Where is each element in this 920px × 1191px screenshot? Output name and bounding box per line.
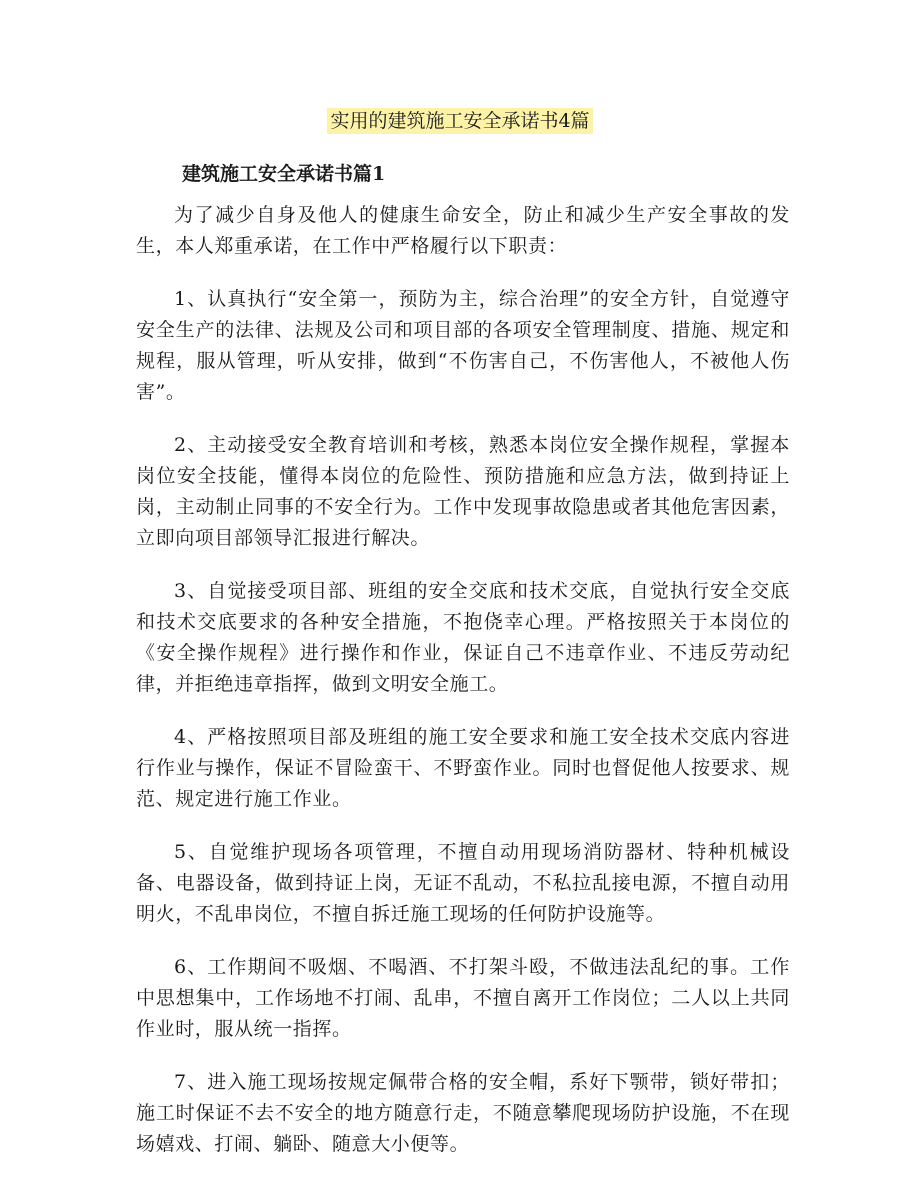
commitment-item-7: 7、进入施工现场按规定佩带合格的安全帽，系好下颚带，锁好带扣；施工时保证不去不安全的地方随意行走，不随意攀爬现场防护设施，不在现场嬉戏、打闹、躺卧、随意大小便等。	[136, 1071, 790, 1155]
commitment-item-2: 2、主动接受安全教育培训和考核，熟悉本岗位安全操作规程，掌握本岗位安全技能，懂得本岗位的危险性、预防措施和应急方法，做到持证上岗，主动制止同事的不安全行为。工作中发现事故隐患或者其他危害因素，立即向项目部领导汇报进行解决。	[136, 434, 790, 549]
document-title-text: 实用的建筑施工安全承诺书4篇	[327, 108, 592, 134]
commitment-item-4: 4、严格按照项目部及班组的施工安全要求和施工安全技术交底内容进行作业与操作，保证不冒险蛮干、不野蛮作业。同时也督促他人按要求、规范、规定进行施工作业。	[136, 726, 790, 810]
document-body	[136, 200, 790, 1182]
section-heading: 建筑施工安全承诺书篇1	[182, 163, 386, 185]
commitment-item-5: 5、自觉维护现场各项管理，不擅自动用现场消防器材、特种机械设备、电器设备，做到持证上岗，无证不乱动，不私拉乱接电源，不擅自动用明火，不乱串岗位，不擅自拆迁施工现场的任何防护设施等。	[136, 841, 790, 925]
commitment-item-3: 3、自觉接受项目部、班组的安全交底和技术交底，自觉执行安全交底和技术交底要求的各种安全措施，不抱侥幸心理。严格按照关于本岗位的《安全操作规程》进行操作和作业，保证自己不违章作业、不违反劳动纪律，并拒绝违章指挥，做到文明安全施工。	[136, 580, 790, 695]
intro-paragraph: 为了减少自身及他人的健康生命安全，防止和减少生产安全事故的发生，本人郑重承诺，在工作中严格履行以下职责：	[136, 204, 790, 257]
document-title	[0, 106, 920, 136]
commitment-item-6: 6、工作期间不吸烟、不喝酒、不打架斗殴，不做违法乱纪的事。工作中思想集中，工作场地不打闹、乱串，不擅自离开工作岗位；二人以上共同作业时，服从统一指挥。	[136, 956, 790, 1040]
commitment-item-1: 1、认真执行“安全第一，预防为主，综合治理”的安全方针，自觉遵守安全生产的法律、法规及公司和项目部的各项安全管理制度、措施、规定和规程，服从管理，听从安排，做到“不伤害自己，不伤害他人，不被他人伤害”。	[136, 288, 790, 403]
